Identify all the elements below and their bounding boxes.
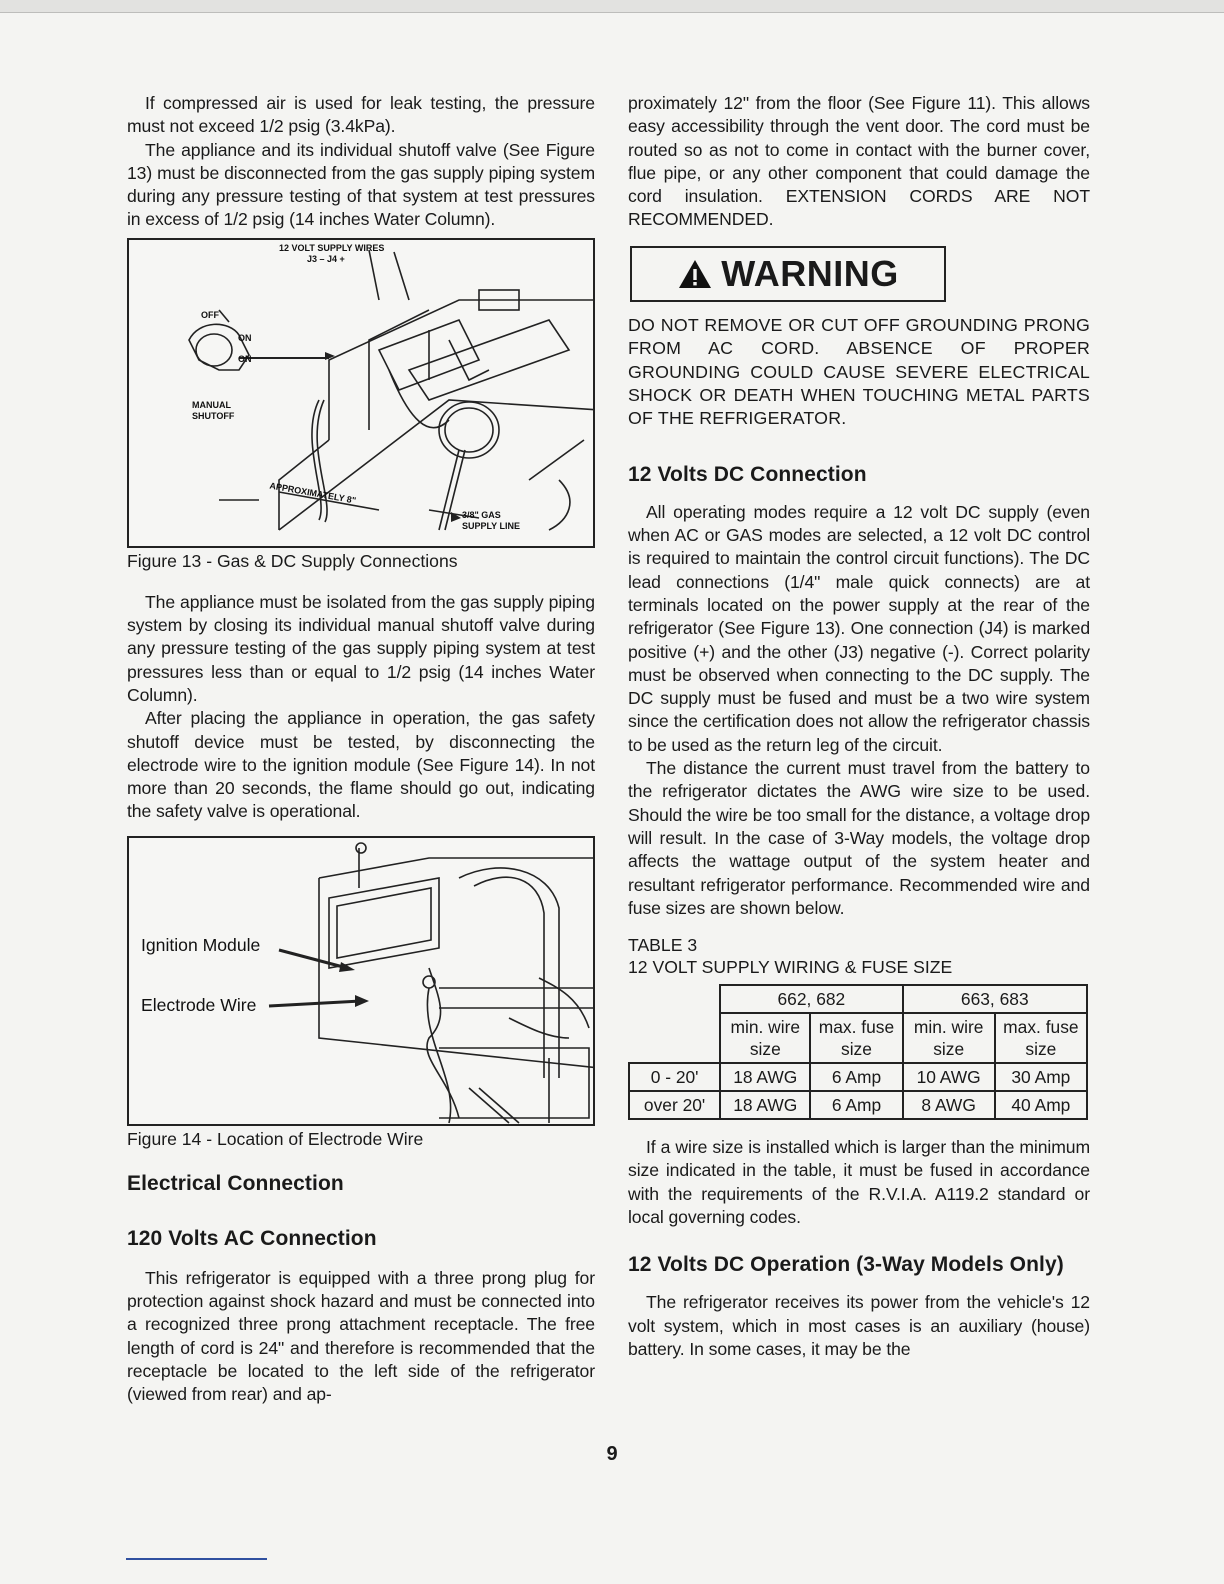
figure-13 [127,238,595,548]
table-corner [629,985,720,1013]
table-subheader: min. wire size [903,1013,995,1063]
heading-3-way-operation: 12 Volts DC Operation (3-Way Models Only) [628,1253,1064,1277]
table-row-range: over 20' [629,1091,720,1119]
table-title: 12 VOLT SUPPLY WIRING & FUSE SIZE [628,957,953,978]
table-cell: 6 Amp [810,1091,902,1119]
scan-mark [126,1558,267,1560]
paragraph-cord-routing: proximately 12" from the floor (See Figure 11). This allows easy accessibility through the vent door. The cord must be routed so as not to come in contact with the burner cover, flue pipe, or any other component that could damage the cord insulation. EXTENSION CORDS ARE NOT RECOMMENDED. [628,93,1090,230]
table-corner-2 [629,1013,720,1063]
table-cell: 18 AWG [720,1091,810,1119]
figure-13-caption: Figure 13 - Gas & DC Supply Connections [127,550,458,571]
table-group-663-683: 663, 683 [903,985,1087,1013]
warning-box [630,246,946,302]
heading-12-volts-dc: 12 Volts DC Connection [628,462,867,486]
paragraph-leak-testing: If compressed air is used for leak testing, the pressure must not exceed 1/2 psig (3.4kPa). [127,93,595,137]
heading-electrical-connection: Electrical Connection [127,1171,344,1195]
label-ignition-module: Ignition Module [141,934,261,955]
label-terminals: J3 – J4 + [307,253,345,264]
paragraph-larger-wire: If a wire size is installed which is larger than the minimum size indicated in the table, it must be fused in accordance with the requirements of the R.V.I.A. A119.2 standard or local governing codes. [628,1137,1090,1228]
label-supply-wires: 12 VOLT SUPPLY WIRES [279,242,385,253]
table-subheader: max. fuse size [810,1013,902,1063]
table-cell: 30 Amp [995,1063,1087,1091]
label-on-1: ON [238,332,252,343]
scan-top-edge [0,0,1224,12]
paragraph-isolated: The appliance must be isolated from the gas supply piping system by closing its individual manual shutoff valve during any pressure testing of the gas supply piping system at test pressures less than or equal to 1/2 psig (14 inches Water Column). [127,591,595,705]
table-label: TABLE 3 [628,935,698,956]
table-group-662-682: 662, 682 [720,985,902,1013]
label-approximately: APPROXIMATELY 8" [268,480,357,506]
table-subheader-row [629,1013,1087,1063]
page-number: 9 [606,1443,618,1465]
table-row [629,1063,1087,1091]
warning-text: DO NOT REMOVE OR CUT OFF GROUNDING PRONG FROM AC CORD. ABSENCE OF PROPER GROUNDING COULD CAUSE SEVERE ELECTRICAL SHOCK OR DEATH WHEN TOUCHING METAL PARTS OF THE REFRIGERATOR. [628,314,1090,429]
label-gas-line-2: SUPPLY LINE [462,520,521,531]
label-manual: MANUAL [192,399,231,410]
wiring-fuse-table [628,984,1088,1120]
table-row-range: 0 - 20' [629,1063,720,1091]
table-row [629,1091,1087,1119]
figure-14-illustration [129,838,593,1124]
table-cell: 8 AWG [903,1091,995,1119]
table-subheader: min. wire size [720,1013,810,1063]
left-column [127,92,595,1407]
label-off: OFF [201,309,219,320]
table-cell: 40 Amp [995,1091,1087,1119]
heading-120-volts-ac: 120 Volts AC Connection [127,1226,377,1250]
paragraph-vehicle-power: The refrigerator receives its power from the vehicle's 12 volt system, which in most cases is an auxiliary (house) battery. In some cases, it may be the [628,1292,1090,1359]
figure-14 [127,836,595,1126]
scan-edge-line [0,12,1224,13]
table-cell: 10 AWG [903,1063,995,1091]
paragraph-wire-size: The distance the current must travel from the battery to the refrigerator dictates the AWG wire size to be used. Should the wire be too small for the distance, a voltage drop will result. In the case of 3-Way models, the voltage drop affects the wattage output of the system heater and resultant refrigerator performance. Recommended wire and fuse sizes are shown below. [628,758,1090,918]
table-cell: 6 Amp [810,1063,902,1091]
paragraph-safety-test: After placing the appliance in operation, the gas safety shutoff device must be tested, by disconnecting the electrode wire to the ignition module (See Figure 14). In not more than 20 seconds, the flame should go out, indicating the safety valve is operational. [127,708,595,822]
paragraph-three-prong: This refrigerator is equipped with a three prong plug for protection against shock hazard and must be connected into a recognized three prong attachment receptacle. The free length of cord is 24" and therefore is recommended that the receptacle be located to the left side of the refrigerator (viewed from rear) and ap- [127,1267,595,1405]
label-gas-line-1: 3/8" GAS [462,509,501,520]
label-electrode-wire: Electrode Wire [141,994,257,1015]
label-on-2: ON [238,353,252,364]
right-column [628,92,1090,1361]
label-shutoff: SHUTOFF [192,410,235,421]
warning-icon [677,258,713,290]
warning-title: WARNING [721,252,899,294]
paragraph-dc-supply: All operating modes require a 12 volt DC supply (even when AC or GAS modes are selected, a 12 volt DC control is required to maintain the control circuit functions). The DC lead connections (1/4" male quick connects) are at terminals located on the power supply at the rear of the refrigerator (See Figure 13). One connection (J4) is marked positive (+) and the other (J3) negative (-). Correct polarity must be observed when connecting to the DC supply. The DC supply must be fused and must be a two wire system since the certification does not allow the refrigerator chassis to be used as the return leg of the circuit. [628,501,1090,755]
table-subheader: max. fuse size [995,1013,1087,1063]
table-cell: 18 AWG [720,1063,810,1091]
figure-14-caption: Figure 14 - Location of Electrode Wire [127,1128,424,1149]
figure-13-illustration [129,240,593,546]
table-header-row [629,985,1087,1013]
paragraph-disconnect: The appliance and its individual shutoff valve (See Figure 13) must be disconnected from the gas supply piping system during any pressure testing of that system at test pressures in excess of 1/2 psig (14 inches Water Column). [127,139,595,230]
